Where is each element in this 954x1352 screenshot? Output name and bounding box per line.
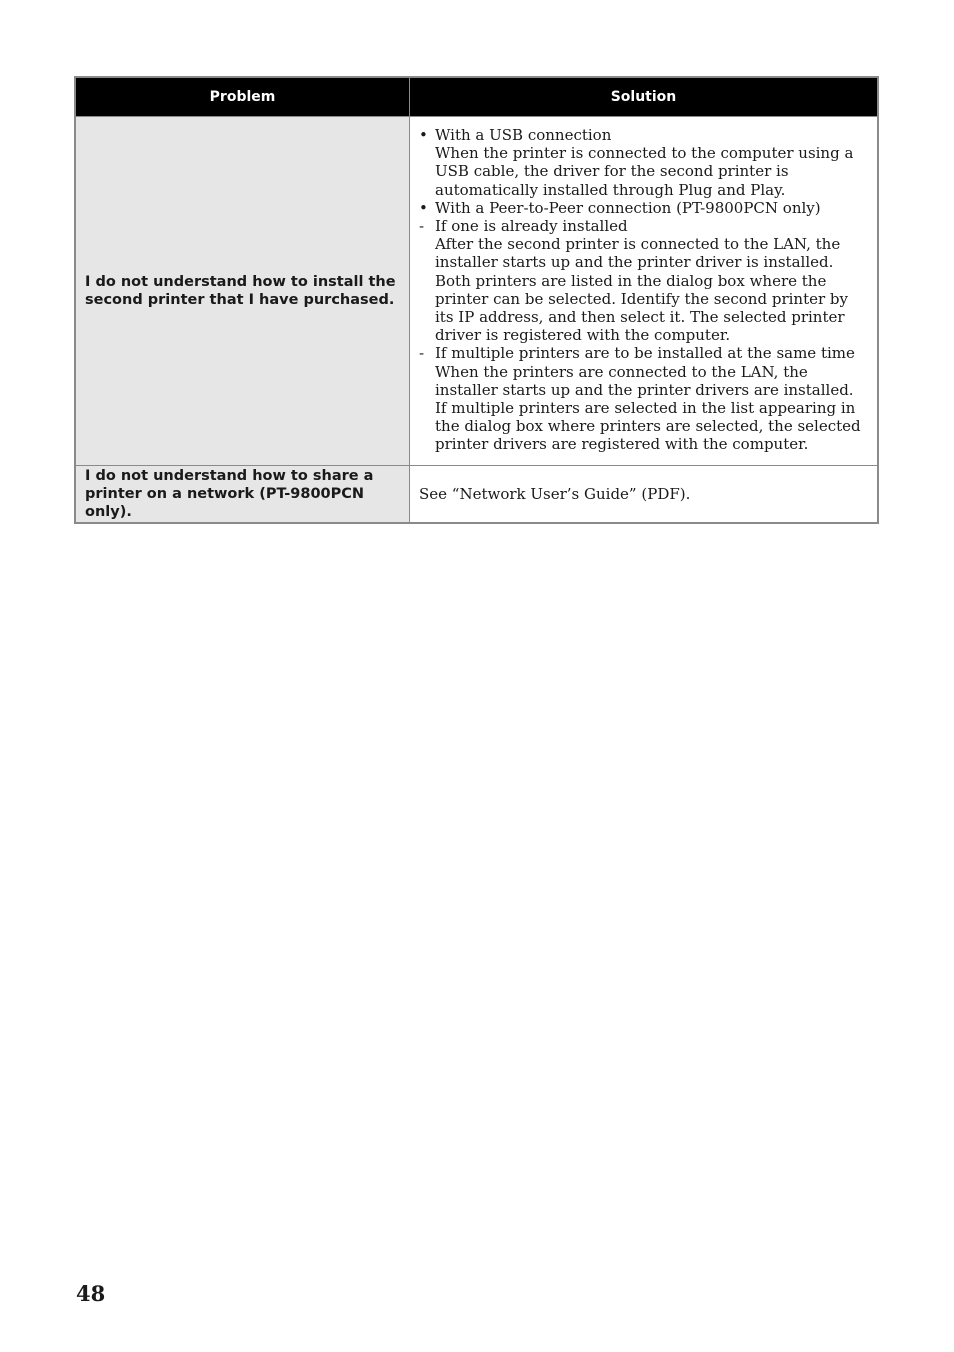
header-problem: Problem [75,77,410,117]
solution-cell [410,117,879,466]
problem-cell: I do not understand how to install the second printer that I have purchased. [75,117,410,466]
dash-mark: - [419,344,425,363]
solution-item-title: With a Peer-to-Peer connection (PT-9800PCN only) [435,198,821,217]
table-row [75,465,878,523]
solution-item-body: After the second printer is connected to the LAN, the installer starts up and the printer driver is installed. Both printers are listed in the dialog box where the printer can be selected. Identify the second printer by its IP address, and then select it. The selected printer driver is registered with the computer. [435,235,848,345]
solution-item-multiple [419,344,867,453]
solution-item-one-installed [419,217,867,344]
problem-cell: I do not understand how to share a printer on a network (PT-9800PCN only). [75,465,410,523]
solution-item-body: When the printers are connected to the LAN, the installer starts up and the printer drivers are installed. If multiple printers are selected in the list appearing in the dialog box where printers are selected, the selected printer drivers are registered with the computer. [435,362,861,454]
table-row [75,117,878,466]
solution-item-usb [419,126,867,199]
solution-item-title: With a USB connection [435,126,612,144]
solution-item-title: If multiple printers are to be installed at the same time [435,344,855,363]
bullet-mark: • [419,198,428,217]
solution-item-title: If one is already installed [435,217,628,236]
dash-mark: - [419,217,425,236]
solution-cell: See “Network User’s Guide” (PDF). [410,465,879,523]
header-solution: Solution [410,77,879,117]
table-header-row [75,77,878,117]
bullet-mark: • [419,126,428,144]
solution-item-body: When the printer is connected to the computer using a USB cable, the driver for the second printer is automatically installed through Plug and Play. [435,144,854,199]
solution-item-peer [419,199,867,217]
troubleshooting-table [74,76,879,524]
page-number: 48 [76,1281,106,1306]
